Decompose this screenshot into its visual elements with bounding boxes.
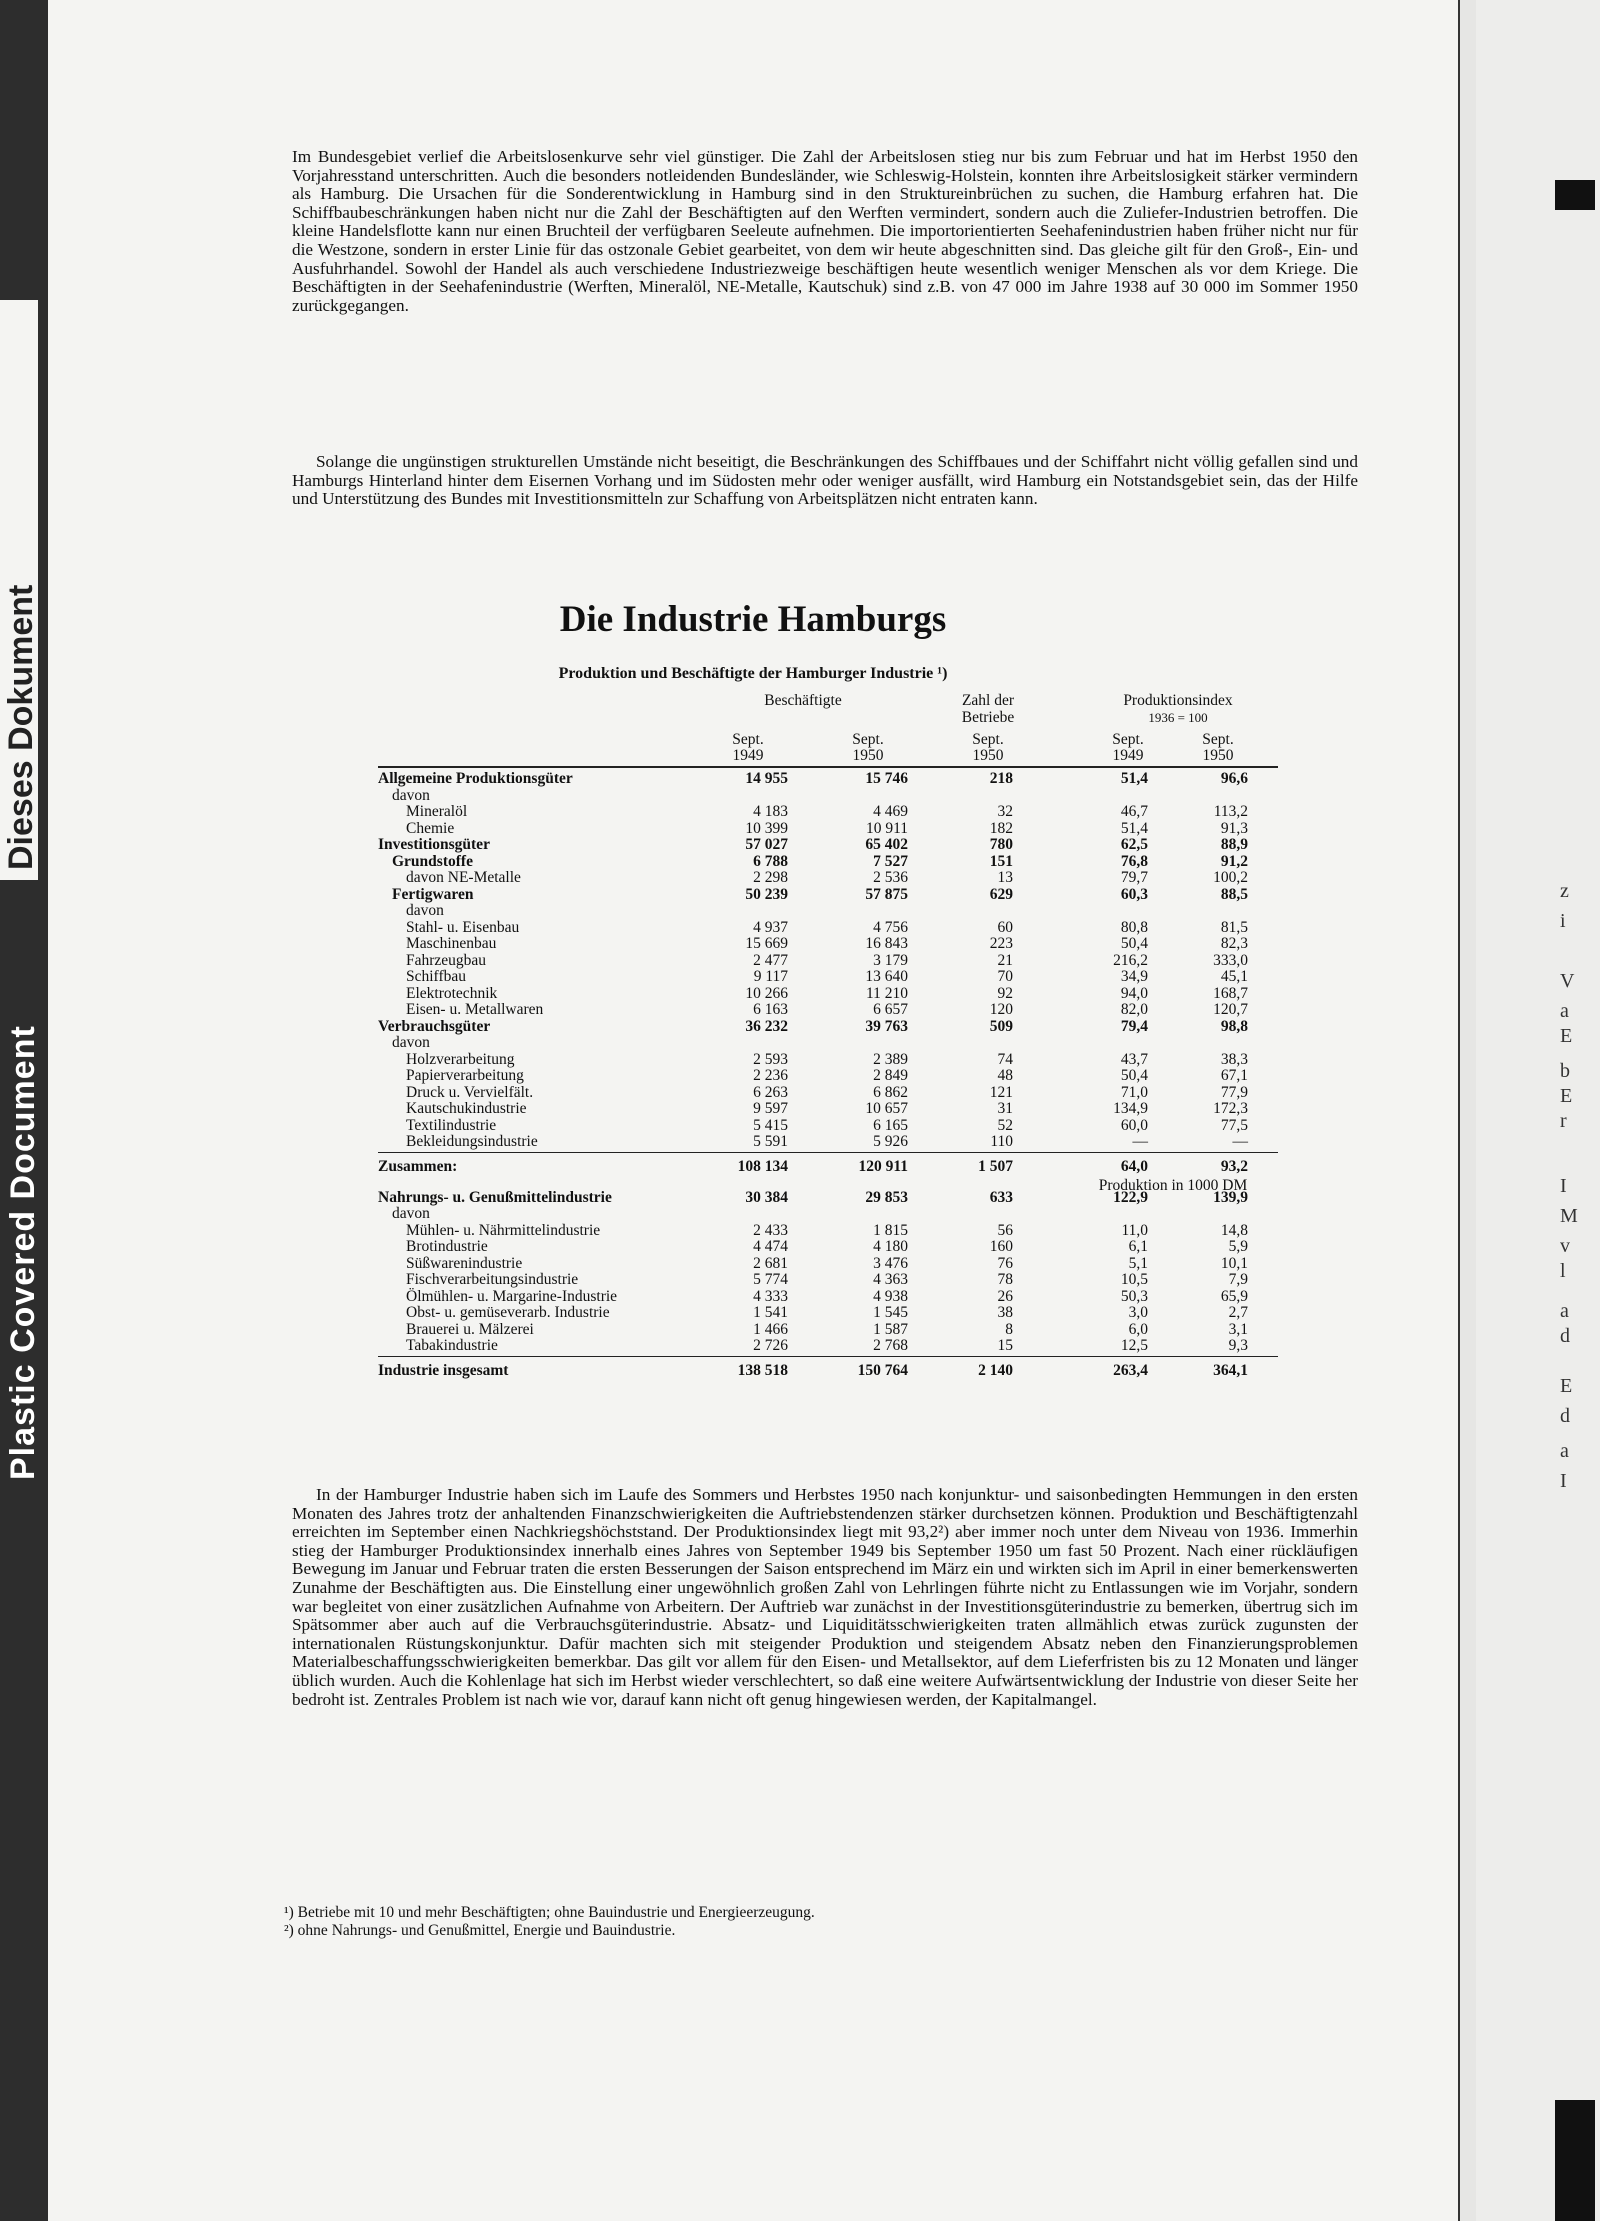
table-row xyxy=(378,820,1288,837)
table-row xyxy=(378,770,1288,787)
grand-total-rule xyxy=(378,1356,1278,1358)
cell-e49: 1 541 xyxy=(753,1304,788,1321)
table-row xyxy=(378,803,1288,820)
table-row xyxy=(378,1321,1288,1338)
table-row xyxy=(378,1205,1288,1222)
table-row xyxy=(378,1001,1288,1018)
cell-b: 48 xyxy=(997,1067,1013,1084)
cell-b: 633 xyxy=(989,1188,1013,1206)
cell-p49: 5,1 xyxy=(1128,1254,1148,1272)
row-label: Ölmühlen- u. Margarine-Industrie xyxy=(406,1287,618,1305)
table-row xyxy=(378,886,1288,903)
binder-label: Plastic Covered Document xyxy=(4,1025,42,1480)
cell-e50: 1 587 xyxy=(873,1320,908,1338)
cell-e49: 5 591 xyxy=(753,1133,788,1150)
table-row xyxy=(378,1067,1288,1084)
cell-e50: 11 210 xyxy=(865,984,908,1002)
cell-b: 92 xyxy=(997,984,1013,1002)
cell-p49: 94,0 xyxy=(1120,984,1148,1002)
cell-b: 151 xyxy=(989,852,1013,870)
facing-page-fragment: v xyxy=(1560,1235,1570,1257)
cell-e50: 1 545 xyxy=(873,1304,908,1321)
cell-p50: 91,2 xyxy=(1220,852,1248,870)
cell-b: 52 xyxy=(997,1116,1013,1134)
cell-p49: 60,0 xyxy=(1120,1116,1148,1134)
cell-p50: 88,9 xyxy=(1220,836,1248,853)
cell-p50: 172,3 xyxy=(1213,1100,1248,1117)
cell-p49: 80,8 xyxy=(1120,918,1148,936)
cell-e49: 6 263 xyxy=(753,1083,788,1101)
cell-b: 120 xyxy=(989,1001,1013,1018)
footnote-1: ¹) Betriebe mit 10 und mehr Beschäftigten; ohne Bauindustrie und Energieerzeugung. xyxy=(284,1904,815,1921)
cell-e49: 10 399 xyxy=(745,819,788,837)
table-row xyxy=(378,1034,1288,1051)
facing-page-fragment: a xyxy=(1560,1440,1569,1462)
cell-e50: 4 469 xyxy=(873,803,908,820)
cell-p50: 7,9 xyxy=(1228,1271,1248,1288)
table-row xyxy=(378,919,1288,936)
row-label: Mühlen- u. Nährmittelindustrie xyxy=(406,1221,601,1239)
cell-p50: 77,5 xyxy=(1220,1116,1248,1134)
page-gutter xyxy=(1458,0,1478,2221)
row-label: Verbrauchsgüter xyxy=(378,1017,491,1035)
body-paragraph xyxy=(292,1486,1358,1709)
cell-e49: 5 415 xyxy=(753,1116,788,1134)
cell-e49: 2 477 xyxy=(753,951,788,969)
cell-e49: 10 266 xyxy=(745,984,788,1002)
facing-page-fragment: V xyxy=(1560,970,1575,992)
row-label: Schiffbau xyxy=(406,968,466,985)
facing-page-fragment: I xyxy=(1560,1470,1567,1492)
row-label: Fischverarbeitungsindustrie xyxy=(406,1271,579,1288)
cell-b: 74 xyxy=(997,1050,1013,1068)
cell-b: 8 xyxy=(1005,1320,1013,1338)
row-label: Holzverarbeitung xyxy=(406,1050,515,1068)
cell-b: 56 xyxy=(997,1221,1013,1239)
intro-paragraph-1 xyxy=(292,148,1358,315)
cell-b: 32 xyxy=(997,803,1013,820)
cell-p50: 93,2 xyxy=(1220,1157,1248,1175)
table-row xyxy=(378,1084,1288,1101)
cell-e50: 5 926 xyxy=(873,1133,908,1150)
cell-b: 121 xyxy=(989,1083,1013,1101)
cell-p50: 5,9 xyxy=(1228,1238,1248,1255)
cell-e50: 65 402 xyxy=(865,836,908,853)
header-sept-5: Sept. xyxy=(1202,731,1234,748)
cell-e50: 4 363 xyxy=(873,1271,908,1288)
table-row xyxy=(378,968,1288,985)
cell-p49: 50,3 xyxy=(1120,1287,1148,1305)
cell-p49: 50,4 xyxy=(1120,935,1148,952)
table-row xyxy=(378,1189,1288,1206)
cell-e50: 2 768 xyxy=(873,1337,908,1354)
cell-b: 13 xyxy=(997,869,1013,886)
cell-e50: 4 180 xyxy=(873,1238,908,1255)
cell-p49: 12,5 xyxy=(1120,1337,1148,1354)
table-caption: Produktion und Beschäftigte der Hamburger Industrie ¹) xyxy=(558,665,948,682)
cell-b: 26 xyxy=(997,1287,1013,1305)
cell-p50: 139,9 xyxy=(1213,1188,1248,1206)
facing-page-fragment: a xyxy=(1560,1000,1569,1022)
row-label: Eisen- u. Metallwaren xyxy=(406,1001,544,1018)
cell-p50: 168,7 xyxy=(1213,984,1248,1002)
cell-p50: 67,1 xyxy=(1220,1067,1248,1084)
cell-e50: 10 657 xyxy=(865,1100,908,1117)
cell-b: 780 xyxy=(989,836,1013,853)
header-rule xyxy=(378,766,1278,768)
cell-b: 160 xyxy=(989,1238,1013,1255)
cell-e50: 6 862 xyxy=(873,1083,908,1101)
cell-b: 1 507 xyxy=(978,1157,1013,1175)
cell-p50: 3,1 xyxy=(1228,1320,1248,1338)
table-row xyxy=(378,1337,1288,1354)
cell-e49: 2 236 xyxy=(753,1067,788,1084)
cell-p50: 113,2 xyxy=(1213,803,1248,820)
row-label: Nahrungs- u. Genußmittelindustrie xyxy=(378,1188,612,1206)
row-label: Stahl- u. Eisenbau xyxy=(406,918,520,936)
cell-b: 15 xyxy=(997,1337,1013,1354)
cell-e49: 30 384 xyxy=(745,1188,788,1206)
facing-page-fragment: i xyxy=(1560,910,1566,932)
cell-p49: — xyxy=(1132,1133,1148,1150)
table-row xyxy=(378,935,1288,952)
cell-p49: 64,0 xyxy=(1120,1157,1148,1175)
cell-e50: 1 815 xyxy=(873,1221,908,1239)
facing-page-fragment: M xyxy=(1560,1205,1578,1227)
cell-e49: 4 937 xyxy=(753,918,788,936)
cell-b: 629 xyxy=(989,885,1013,903)
table-row xyxy=(378,853,1288,870)
table-row xyxy=(378,1271,1288,1288)
table-row xyxy=(378,1018,1288,1035)
cell-p50: 100,2 xyxy=(1213,869,1248,886)
row-label: Zusammen: xyxy=(378,1157,458,1175)
cell-p49: 51,4 xyxy=(1120,819,1148,837)
row-label: Brotindustrie xyxy=(406,1238,488,1255)
cell-p49: 76,8 xyxy=(1120,852,1148,870)
cell-p50: 120,7 xyxy=(1213,1001,1248,1018)
cell-p50: 81,5 xyxy=(1220,918,1248,936)
cell-p49: 3,0 xyxy=(1128,1304,1148,1321)
cell-p50: 65,9 xyxy=(1220,1287,1248,1305)
header-firms-2: Betriebe xyxy=(961,709,1015,726)
cell-e50: 4 756 xyxy=(873,918,908,936)
table-row xyxy=(378,1238,1288,1255)
cell-e49: 2 593 xyxy=(753,1050,788,1068)
cell-e49: 5 774 xyxy=(753,1271,788,1288)
facing-page-fragment: z xyxy=(1560,880,1569,902)
table-row xyxy=(378,787,1288,804)
cell-p49: 11,0 xyxy=(1121,1221,1148,1239)
cell-e50: 16 843 xyxy=(865,935,908,952)
cell-p49: 6,1 xyxy=(1128,1238,1148,1255)
grand-total-row xyxy=(378,1362,1288,1379)
table-row xyxy=(378,902,1288,919)
cell-p49: 216,2 xyxy=(1113,951,1148,969)
cell-e50: 39 763 xyxy=(865,1017,908,1035)
cell-b: 21 xyxy=(997,951,1013,969)
cell-p49: 122,9 xyxy=(1113,1188,1148,1206)
facing-page-fragment: l xyxy=(1560,1260,1566,1282)
row-label: Fahrzeugbau xyxy=(406,951,487,969)
cell-p50: 364,1 xyxy=(1213,1361,1248,1379)
cell-e49: 6 788 xyxy=(753,852,788,870)
cell-p49: 51,4 xyxy=(1120,770,1148,787)
cell-p50: 91,3 xyxy=(1220,819,1248,837)
cell-p50: 77,9 xyxy=(1220,1083,1248,1101)
cell-p49: 263,4 xyxy=(1113,1361,1148,1379)
header-1949-1: 1949 xyxy=(732,747,764,764)
cell-b: 76 xyxy=(997,1254,1013,1272)
row-label: Druck u. Vervielfält. xyxy=(406,1083,534,1101)
table-row xyxy=(378,985,1288,1002)
footnote-2: ²) ohne Nahrungs- und Genußmittel, Energie und Bauindustrie. xyxy=(284,1922,676,1939)
header-1949-2: 1949 xyxy=(1112,747,1144,764)
row-label: Brauerei u. Mälzerei xyxy=(406,1320,534,1338)
row-label: davon xyxy=(406,902,444,919)
table-row xyxy=(378,1117,1288,1134)
cell-e50: 2 536 xyxy=(873,869,908,886)
cell-b: 31 xyxy=(997,1100,1013,1117)
cell-e49: 2 726 xyxy=(753,1337,788,1354)
row-label: davon xyxy=(392,1034,430,1051)
cell-p50: 14,8 xyxy=(1220,1221,1248,1239)
cell-e49: 36 232 xyxy=(745,1017,788,1035)
total-row xyxy=(378,1158,1288,1175)
facing-page-fragment: E xyxy=(1560,1025,1573,1047)
section-title: Die Industrie Hamburgs xyxy=(559,599,947,640)
row-label: Süßwarenindustrie xyxy=(406,1254,523,1272)
cell-p50: 88,5 xyxy=(1220,885,1248,903)
header-1950-3: 1950 xyxy=(1202,747,1234,764)
cell-e49: 9 597 xyxy=(753,1100,788,1117)
row-label: Elektrotechnik xyxy=(406,984,498,1002)
cell-e50: 2 849 xyxy=(873,1067,908,1084)
cell-p50: 45,1 xyxy=(1220,968,1248,985)
cell-p49: 60,3 xyxy=(1120,885,1148,903)
table-row xyxy=(378,1133,1288,1150)
row-label: Kautschukindustrie xyxy=(406,1100,527,1117)
facing-page-fragment: E xyxy=(1560,1085,1573,1107)
cell-e50: 15 746 xyxy=(865,770,908,787)
cell-b: 38 xyxy=(997,1304,1013,1321)
facing-page-edge xyxy=(1476,0,1600,2221)
cell-b: 182 xyxy=(989,819,1013,837)
cell-e50: 29 853 xyxy=(865,1188,908,1206)
total-rule xyxy=(378,1152,1278,1154)
cell-e49: 4 183 xyxy=(753,803,788,820)
cell-e50: 120 911 xyxy=(858,1157,908,1175)
cell-e50: 57 875 xyxy=(865,885,908,903)
table-row xyxy=(378,1222,1288,1239)
cell-b: 60 xyxy=(997,918,1013,936)
row-label: davon NE-Metalle xyxy=(406,869,521,886)
table-row xyxy=(378,836,1288,853)
table-row xyxy=(378,952,1288,969)
cell-e50: 10 911 xyxy=(865,819,908,837)
cell-b: 509 xyxy=(989,1017,1013,1035)
production-unit-label: Produktion in 1000 DM xyxy=(1098,1176,1248,1194)
cell-e49: 9 117 xyxy=(753,968,788,985)
cell-p50: 2,7 xyxy=(1228,1304,1248,1321)
intro-paragraph-2 xyxy=(292,453,1358,509)
cell-e49: 50 239 xyxy=(745,885,788,903)
cell-b: 110 xyxy=(990,1133,1013,1150)
facing-page-dark-edge xyxy=(1555,2100,1595,2221)
intro-text-1: Im Bundesgebiet verlief die Arbeitslosenkurve sehr viel günstiger. Die Zahl der Arbeitslosen stieg nur bis zum Februar und hat im Herbst 1950 den Vorjahresstand unterschritten. Auch die besonders notleidenden Bundesländer, wie Schleswig-Holstein, konnten ihre Arbeitslosigkeit stärker vermindern als Hamburg. Die Ursachen für die Sonderentwicklung in Hamburg sind in den Struktureinbrüchen zu suchen, die Hamburg erfahren hat. Die Schiffbaubeschränkungen haben nicht nur die Zahl der Beschäftigten auf den Werften vermindert, sondern auch die Zuliefer-Industrien betroffen. Die kleine Handelsflotte kann nur einen Bruchteil der verfügbaren Seeleute aufnehmen. Die importorientierten Seehafenindustrien haben früher nicht nur für die Westzone, sondern in erster Linie für das ostzonale Gebiet gearbeitet, von dem wir heute abgeschnitten sind. Das gleiche gilt für den Groß-, Ein- und Ausfuhrhandel. Sowohl der Handel als auch verschiedene Industriezweige beschäftigen heute wesentlich weniger Menschen als vor dem Kriege. Die Beschäftigten in der Seehafenindustrie (Werften, Mineralöl, NE-Metalle, Kautschuk) sind z.B. von 47 000 im Jahre 1938 auf 30 000 im Sommer 1950 zurückgegangen. xyxy=(292,147,1358,315)
header-1950-1: 1950 xyxy=(852,747,884,764)
cell-p49: 6,0 xyxy=(1128,1320,1148,1338)
row-label: Textilindustrie xyxy=(406,1116,497,1134)
facing-page-fragment: I xyxy=(1560,1175,1567,1197)
table-row xyxy=(378,1051,1288,1068)
row-label: Obst- u. gemüseverarb. Industrie xyxy=(406,1304,610,1321)
cell-p50: 98,8 xyxy=(1220,1017,1248,1035)
cell-p49: 79,7 xyxy=(1120,869,1148,886)
cell-p50: — xyxy=(1232,1133,1248,1150)
row-label: Papierverarbeitung xyxy=(406,1067,524,1084)
cell-p49: 43,7 xyxy=(1120,1050,1148,1068)
facing-page-fragment: b xyxy=(1560,1060,1570,1082)
row-label: Mineralöl xyxy=(406,803,468,820)
header-sept-4: Sept. xyxy=(1112,731,1144,748)
row-label: Investitionsgüter xyxy=(378,836,490,853)
cell-p49: 46,7 xyxy=(1120,803,1148,820)
cell-p49: 134,9 xyxy=(1113,1100,1148,1117)
row-label: Tabakindustrie xyxy=(406,1337,498,1354)
header-sept-3: Sept. xyxy=(972,731,1004,748)
cell-p50: 38,3 xyxy=(1220,1050,1248,1068)
facing-page-fragment: d xyxy=(1560,1405,1570,1427)
facing-page-fragment: a xyxy=(1560,1300,1569,1322)
cell-b: 78 xyxy=(997,1271,1013,1288)
table-row xyxy=(378,869,1288,886)
row-label: Grundstoffe xyxy=(392,852,473,870)
cell-p49: 50,4 xyxy=(1120,1067,1148,1084)
table-row xyxy=(378,1255,1288,1272)
facing-page-mark xyxy=(1555,180,1595,210)
cell-e50: 7 527 xyxy=(873,852,908,870)
cell-p49: 79,4 xyxy=(1120,1017,1148,1035)
cell-p49: 10,5 xyxy=(1120,1271,1148,1288)
header-index-1: Produktionsindex xyxy=(1123,692,1233,709)
facing-page-fragment: r xyxy=(1560,1110,1567,1132)
cell-b: 2 140 xyxy=(978,1361,1013,1379)
cell-e49: 2 433 xyxy=(753,1221,788,1239)
row-label: Maschinenbau xyxy=(406,935,497,952)
cell-e50: 13 640 xyxy=(865,968,908,985)
cell-p50: 96,6 xyxy=(1220,770,1248,787)
row-label: Allgemeine Produktionsgüter xyxy=(378,770,573,787)
cell-p50: 333,0 xyxy=(1213,951,1248,969)
footnotes xyxy=(284,1904,815,1940)
cell-e49: 138 518 xyxy=(737,1361,788,1379)
cell-e50: 150 764 xyxy=(857,1361,908,1379)
binder-label-top xyxy=(0,300,38,880)
facing-page-fragment: E xyxy=(1560,1375,1573,1397)
row-label: Industrie insgesamt xyxy=(378,1361,509,1379)
cell-e49: 4 333 xyxy=(753,1287,788,1305)
cell-e50: 3 476 xyxy=(873,1254,908,1272)
cell-b: 218 xyxy=(989,770,1013,787)
binder-label-top-text: Dieses Dokument xyxy=(2,584,40,870)
cell-e49: 4 474 xyxy=(753,1238,788,1255)
header-sept-2: Sept. xyxy=(852,731,884,748)
cell-e49: 2 681 xyxy=(753,1254,788,1272)
cell-p49: 71,0 xyxy=(1120,1083,1148,1101)
row-label: Chemie xyxy=(406,819,455,837)
cell-e49: 14 955 xyxy=(745,770,788,787)
row-label: davon xyxy=(392,1205,430,1222)
body-text: In der Hamburger Industrie haben sich im Laufe des Sommers und Herbstes 1950 nach konjunktur- und saisonbedingten Hemmungen in den ersten Monaten des Jahres trotz der anhaltenden Finanzschwierigkeiten die Auftriebstendenzen stärker durchsetzen können. Produktion und Beschäftigtenzahl erreichten im September einen Nachkriegshöchststand. Der Produktionsindex liegt mit 93,2²) aber immer noch unter dem Niveau von 1936. Immerhin stieg der Hamburger Produktionsindex innerhalb eines Jahres von September 1949 bis September 1950 um fast 50 Prozent. Nach einer rückläufigen Bewegung im Januar und Februar traten die ersten Besserungen der Saison entsprechend im März ein und wirkten sich im April in einer bemerkenswerten Zunahme der Beschäftigten aus. Die Einstellung einer ungewöhnlich großen Zahl von Lehrlingen führte nicht zu Entlassungen wie im Vorjahr, sondern war begleitet von einer zusätzlichen Aufnahme von Arbeitern. Der Auftrieb war zunächst in der Investitionsgüterindustrie zu bemerken, übertrug sich im Spätsommer aber auch auf die Verbrauchsgüterindustrie. Absatz- und Liquiditätsschwierigkeiten traten allmählich etwas zurück zugunsten der internationalen Rüstungskonjunktur. Dafür machten sich mit steigender Produktion und steigendem Absatz neben den Finanzierungsproblemen Materialbeschaffungsschwierigkeiten bemerkbar. Das gilt vor allem für den Eisen- und Metallsektor, auf dem Lieferfristen bis zu 12 Monaten und länger üblich wurden. Auch die Kohlenlage hat sich im Herbst wieder verschlechtert, so daß eine weitere Aufwärtsentwicklung der Industrie von dieser Seite her bedroht ist. Zentrales Problem ist nach wie vor, darauf kann nicht oft genug hingewiesen werden, der Kapitalmangel. xyxy=(292,1485,1358,1709)
facing-page-fragment: d xyxy=(1560,1325,1570,1347)
cell-e50: 3 179 xyxy=(873,951,908,969)
header-employees: Beschäftigte xyxy=(764,692,842,709)
cell-e50: 4 938 xyxy=(873,1287,908,1305)
cell-p49: 34,9 xyxy=(1120,968,1148,985)
cell-e49: 1 466 xyxy=(753,1320,788,1338)
binder-edge xyxy=(0,0,48,2221)
row-label: Fertigwaren xyxy=(392,885,474,903)
cell-e49: 2 298 xyxy=(753,869,788,886)
cell-e50: 2 389 xyxy=(873,1050,908,1068)
document-page xyxy=(48,0,1458,2221)
cell-e50: 6 165 xyxy=(873,1116,908,1134)
table-row xyxy=(378,1288,1288,1305)
table-row xyxy=(378,1304,1288,1321)
header-sept-1: Sept. xyxy=(732,731,764,748)
cell-p50: 9,3 xyxy=(1228,1337,1248,1354)
intro-text-2: Solange die ungünstigen strukturellen Umstände nicht beseitigt, die Beschränkungen des Schiffbaues und der Schiffahrt nicht völlig gefallen sind und Hamburgs Hinterland hinter dem Eisernen Vorhang und im Südosten mehr oder weniger ausfällt, wird Hamburg ein Notstandsgebiet sein, das der Hilfe und Unterstützung des Bundes mit Investitionsmitteln zur Schaffung von Arbeitsplätzen nicht entraten kann. xyxy=(292,452,1358,509)
cell-p50: 82,3 xyxy=(1220,935,1248,952)
cell-e49: 6 163 xyxy=(753,1001,788,1018)
cell-p50: 10,1 xyxy=(1220,1254,1248,1272)
header-1950-2: 1950 xyxy=(972,747,1004,764)
table-row xyxy=(378,1100,1288,1117)
cell-e49: 108 134 xyxy=(737,1157,788,1175)
cell-e50: 6 657 xyxy=(873,1001,908,1018)
header-index-2: 1936 = 100 xyxy=(1148,710,1208,725)
cell-p49: 62,5 xyxy=(1120,836,1148,853)
cell-b: 223 xyxy=(989,935,1013,952)
cell-e49: 57 027 xyxy=(745,836,788,853)
row-label: davon xyxy=(392,786,430,804)
row-label: Bekleidungsindustrie xyxy=(406,1133,538,1150)
cell-e49: 15 669 xyxy=(745,935,788,952)
header-firms-1: Zahl der xyxy=(961,692,1015,709)
cell-p49: 82,0 xyxy=(1120,1001,1148,1018)
cell-b: 70 xyxy=(997,968,1013,985)
